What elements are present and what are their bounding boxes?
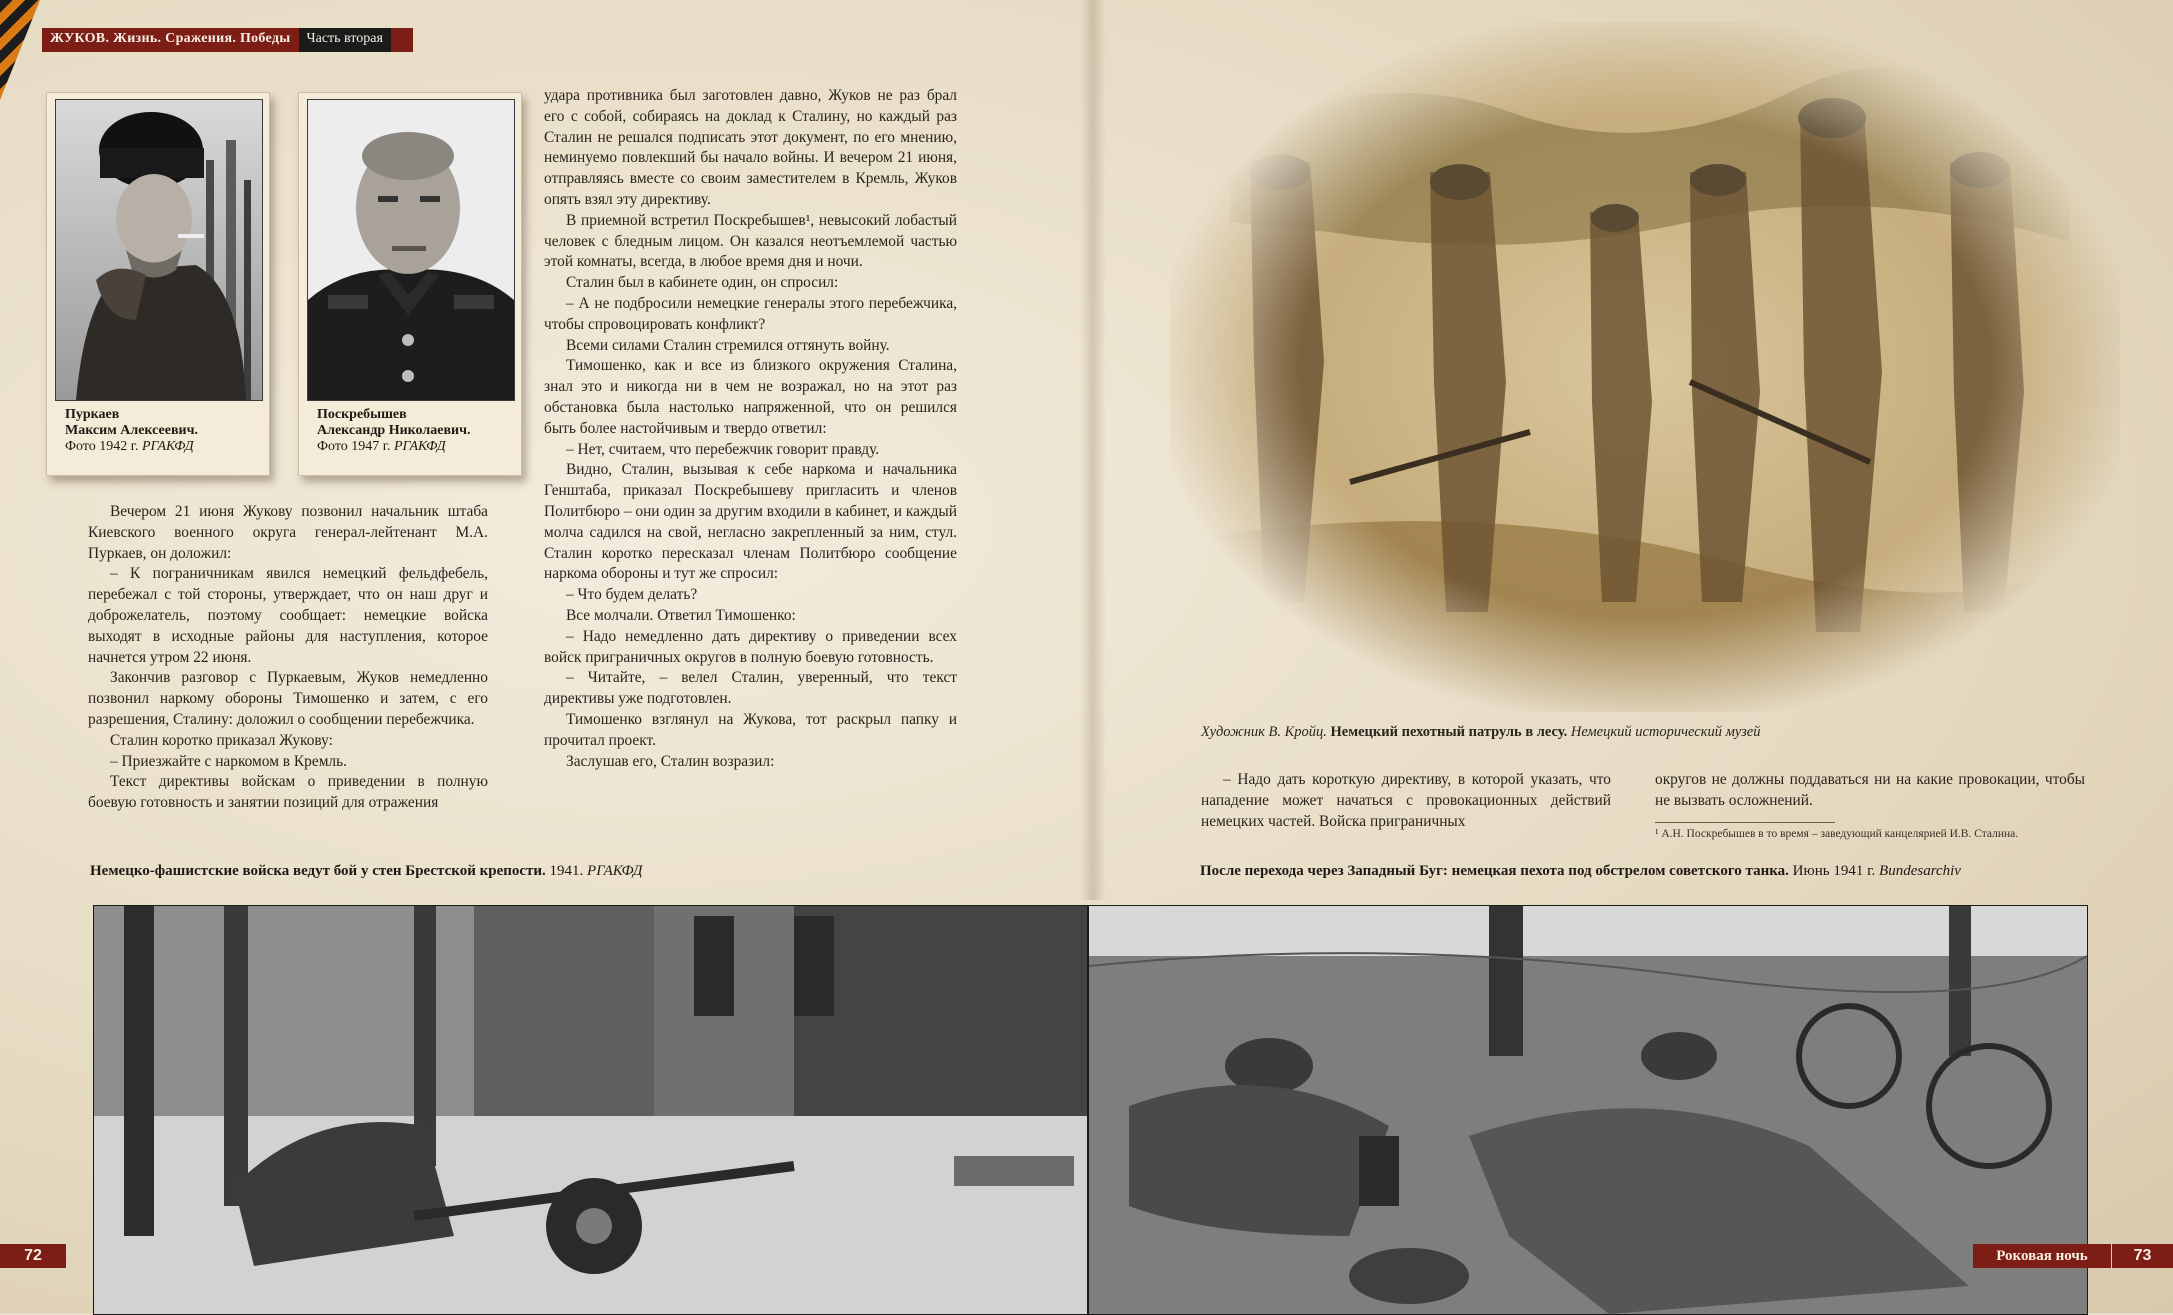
painting-title: Немецкий пехотный патруль в лесу.: [1326, 724, 1568, 740]
painting-artist: Художник В. Кройц.: [1201, 724, 1327, 740]
caption-year: 1941.: [545, 863, 588, 879]
paragraph: – А не подбросили немецкие генералы этого перебежчика, чтобы спровоцировать конфликт?: [544, 294, 957, 333]
paragraph: – Надо немедленно дать директиву о приведении всех войск приграничных округов в полную боевую готовность.: [544, 627, 957, 666]
portrait-card-purkaev: [46, 92, 270, 476]
paragraph: Заслушав его, Сталин возразил:: [566, 752, 775, 770]
page-number-left: 72: [0, 1244, 66, 1268]
paragraph: округов не должны поддаваться ни на какие провокации, чтобы не вызвать осложнений.: [1655, 771, 2085, 809]
text-column-middle: [544, 86, 957, 772]
photo-caption-brest: [90, 863, 642, 880]
portrait-caption-purkaev: [65, 407, 261, 455]
footnote: ¹ А.Н. Поскребышев в то время – заведующий канцелярией И.В. Сталина.: [1655, 828, 2019, 840]
portrait-source: РГАКФД: [141, 439, 194, 454]
paragraph: – Читайте, – велел Сталин, уверенный, что текст директивы уже подготовлен.: [544, 669, 957, 708]
portrait-photo-credit: [317, 439, 513, 455]
text-column-right-a: [1201, 770, 1611, 832]
portrait-name-line2: Максим Алексеевич.: [65, 423, 198, 438]
paragraph: – Надо дать короткую директиву, в которой указать, что нападение может начаться с провокационных действий немецких частей. Войска приграничных: [1201, 771, 1611, 830]
photo-brest-fortress: [93, 905, 1088, 1315]
portrait-photo-poskrebyshev: [307, 99, 515, 401]
page-number-right: 73: [2112, 1244, 2173, 1268]
caption-year: Июнь 1941 г.: [1788, 863, 1880, 879]
painting-source: Немецкий исторический музей: [1567, 724, 1761, 740]
paragraph: Сталин коротко приказал Жукову:: [110, 731, 333, 749]
text-column-right-b: [1655, 770, 2085, 812]
portrait-photo-purkaev: [55, 99, 263, 401]
paragraph: Сталин был в кабинете один, он спросил:: [566, 274, 839, 292]
book-gutter: [1080, 0, 1106, 900]
paragraph: удара противника был заготовлен давно, Жуков не раз брал его с собой, собираясь на доклад к Сталину, но каждый раз Сталин не решался подписать этот документ, по его мнению, неминуемо повлекший бы начало войны. И вечером 21 июня, отправляясь вместе со своим заместителем в Кремль, Жуков опять взял эту директиву.: [544, 87, 957, 208]
part-label: Часть вторая: [299, 28, 391, 52]
portrait-photo-credit: [65, 439, 261, 455]
paragraph: Текст директивы войскам о приведении в полную боевую готовность и занятии позиций для отражения: [88, 773, 488, 812]
caption-source: Bundesarchiv: [1879, 863, 1961, 879]
portrait-card-poskrebyshev: [298, 92, 522, 476]
portrait-name-line1: Пуркаев: [65, 407, 120, 422]
paragraph: – Нет, считаем, что перебежчик говорит правду.: [566, 440, 880, 458]
paragraph: Вечером 21 июня Жукову позвонил начальник штаба Киевского военного округа генерал-лейтенант М.А. Пуркаев, он доложил:: [88, 503, 488, 562]
footnote-rule: [1655, 822, 1835, 823]
text-column-left: [88, 502, 488, 814]
caption-title: Немецко-фашистские войска ведут бой у стен Брестской крепости.: [90, 863, 546, 879]
paragraph: Тимошенко взглянул на Жукова, тот раскрыл папку и прочитал проект.: [544, 710, 957, 749]
painting-caption: [1201, 723, 1761, 741]
paragraph: В приемной встретил Поскребышев¹, невысокий лобастый человек с бледным лицом. Он казался неотъемлемой частью этой комнаты, всегда, в любое время дня и ночи.: [544, 211, 957, 271]
photo-caption-bug: [1200, 863, 1961, 880]
paragraph: Видно, Сталин, вызывая к себе наркома и начальника Генштаба, приказал Поскребышеву пригласить и членов Политбюро – они один за другим входили в кабинет, и каждый молча садился на свой, негласно закрепленный за ним, стул. Сталин коротко пересказал членам Политбюро сообщение наркома обороны и тут же спросил:: [544, 461, 957, 583]
portrait-name-line2: Александр Николаевич.: [317, 423, 471, 438]
paragraph: – К пограничникам явился немецкий фельдфебель, перебежал с той стороны, утверждает, что он наш друг и доброжелатель, поэтому сообщает: немецкие войска выходят в исходные районы для наступления, которое начнется утром 22 июня.: [88, 565, 488, 666]
paragraph: Закончив разговор с Пуркаевым, Жуков немедленно позвонил наркому обороны Тимошенко и затем, с его разрешения, Сталину: доложил о сообщении перебежчика.: [88, 669, 488, 728]
caption-title: После перехода через Западный Буг: немецкая пехота под обстрелом советского танка.: [1200, 863, 1789, 879]
caption-source: РГАКФД: [587, 863, 643, 879]
portrait-photo-year: Фото 1942 г.: [65, 439, 142, 454]
paragraph: – Приезжайте с наркомом в Кремль.: [110, 752, 347, 770]
section-tag: Роковая ночь: [1973, 1244, 2111, 1268]
running-head: [42, 28, 413, 52]
portrait-name-line1: Поскребышев: [317, 407, 407, 422]
portrait-source: РГАКФД: [393, 439, 446, 454]
portrait-caption-poskrebyshev: [317, 407, 513, 455]
running-head-tail: [391, 28, 413, 52]
paragraph: Все молчали. Ответил Тимошенко:: [566, 606, 796, 624]
portrait-photo-year: Фото 1947 г.: [317, 439, 394, 454]
book-title: ЖУКОВ. Жизнь. Сражения. Победы: [42, 28, 299, 52]
paragraph: Тимошенко, как и все из близкого окружения Сталина, знал это и никогда ни в чем не возражал, но на этот раз обстановка была настолько напряженной, что он решился быть более настойчивым и твердо ответил:: [544, 357, 957, 437]
painting-infantry-patrol: [1170, 22, 2120, 712]
photo-western-bug: [1088, 905, 2088, 1315]
paragraph: Всеми силами Сталин стремился оттянуть войну.: [566, 336, 890, 354]
paragraph: – Что будем делать?: [566, 586, 698, 604]
